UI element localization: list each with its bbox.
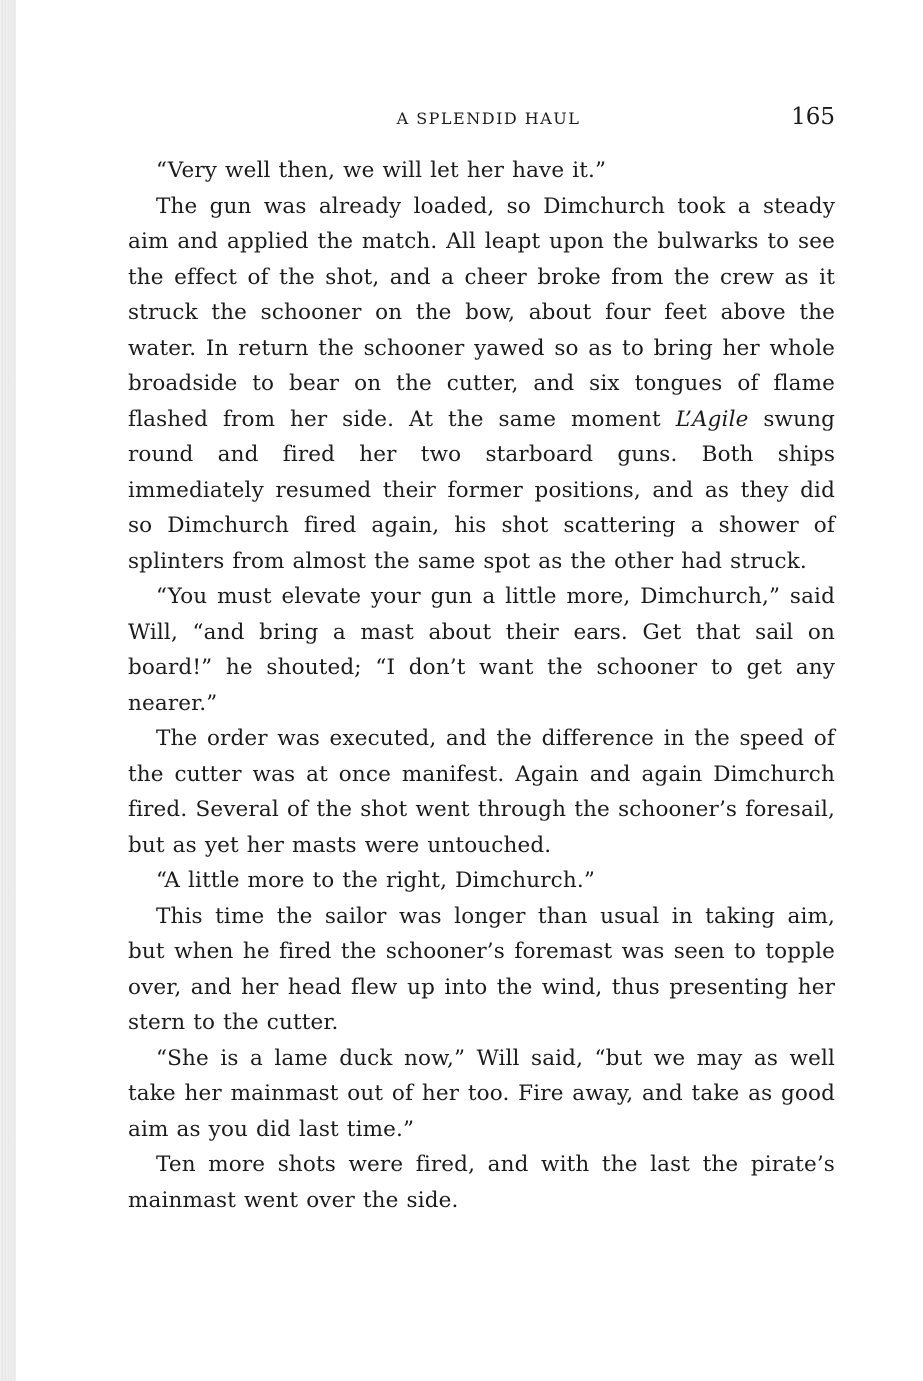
page-header bbox=[128, 104, 835, 136]
paragraph: “A little more to the right, Dimchurch.” bbox=[156, 868, 595, 893]
page-number: 165 bbox=[791, 104, 835, 130]
paragraph: Ten more shots were fired, and with the last the pirate’s mainmast went over the side. bbox=[128, 1152, 835, 1213]
paragraph: “She is a lame duck now,” Will said, “but we may as well take her mainmast out of her too. Fire away, and take as good aim as you did last time.” bbox=[128, 1045, 835, 1142]
paragraph bbox=[128, 189, 835, 580]
paragraph: “Very well then, we will let her have it.” bbox=[156, 158, 607, 183]
paragraph: The order was executed, and the difference in the speed of the cutter was at once manifest. Again and again Dimchurch fired. Several of the shot went through the schooner’s foresail, but as yet her masts were untouched. bbox=[128, 726, 835, 858]
paragraph-text: swung round and fired her two starboard guns. Both ships immediately resumed their former positions, and as they did so Dimchurch fired again, his shot scattering a shower of splinters from almost the same spot as the other had struck. bbox=[128, 406, 836, 574]
paragraph-text: The gun was already loaded, so Dimchurch took a steady aim and applied the match. All leapt upon the bulwarks to see the effect of the shot, and a cheer broke from the crew as it struck the schooner on the bow, about four feet above the water. In return the schooner yawed so as to bring her whole broadside to bear on the cutter, and six tongues of flame flashed from her side. At the same moment bbox=[128, 193, 835, 432]
page-binding-edge bbox=[0, 0, 16, 1381]
ship-name: L’Agile bbox=[675, 406, 749, 432]
body-text bbox=[128, 153, 835, 1218]
paragraph: This time the sailor was longer than usual in taking aim, but when he fired the schooner’s foremast was seen to topple over, and her head flew up into the wind, thus presenting her stern to the cutter. bbox=[128, 903, 835, 1035]
paragraph: “You must elevate your gun a little more, Dimchurch,” said Will, “and bring a mast about their ears. Get that sail on board!” he shouted; “I don’t want the schooner to get any nearer.” bbox=[128, 584, 835, 716]
running-head: A SPLENDID HAUL bbox=[396, 109, 581, 128]
